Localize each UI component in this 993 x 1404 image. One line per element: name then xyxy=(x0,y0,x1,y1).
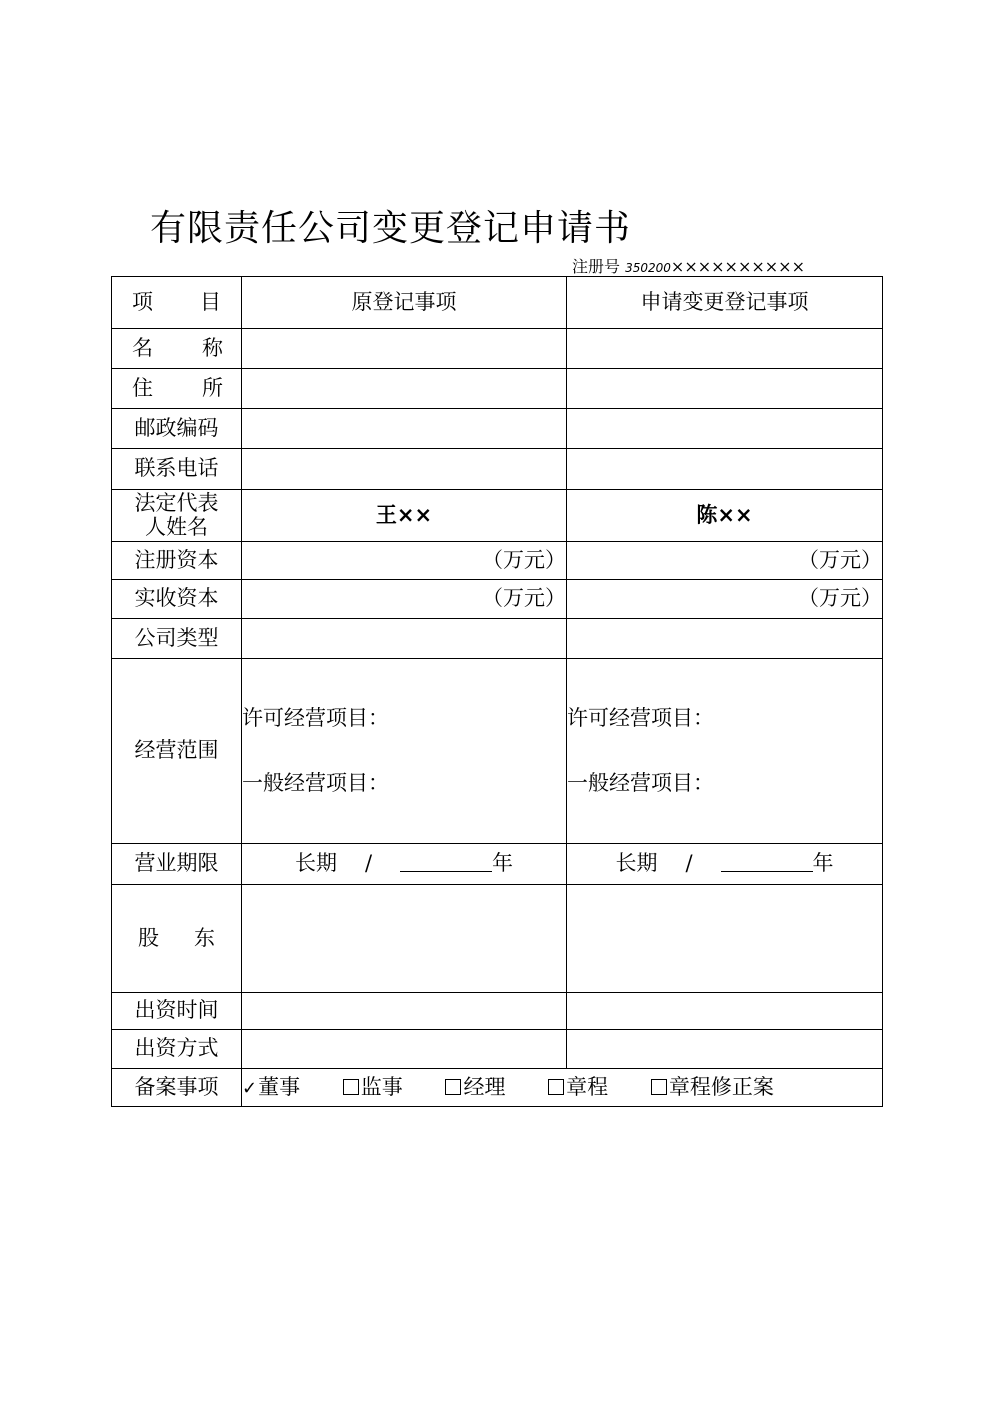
checkbox-icon xyxy=(651,1079,667,1095)
registration-mask: ×××××××××× xyxy=(670,257,805,276)
licensed-items-label: 许可经营项目： xyxy=(567,705,714,730)
term-years-blank[interactable] xyxy=(721,853,813,872)
address-change-field[interactable] xyxy=(567,369,883,409)
registration-number xyxy=(572,254,805,277)
postcode-change-field[interactable] xyxy=(567,409,883,449)
header-item: 项 目 xyxy=(112,277,242,329)
filing-option-directors[interactable]: ✓董事 xyxy=(242,1074,301,1099)
contrib-time-original-field[interactable] xyxy=(242,993,567,1030)
row-filing xyxy=(112,1069,883,1107)
row-term xyxy=(112,844,883,885)
term-change-field[interactable]: 长期 / 年 xyxy=(567,844,883,885)
page-title: 有限责任公司变更登记申请书 xyxy=(150,208,632,249)
contrib-time-change-field[interactable] xyxy=(567,993,883,1030)
row-name xyxy=(112,329,883,369)
row-legal-rep xyxy=(112,490,883,542)
row-postcode xyxy=(112,409,883,449)
label-company-type: 公司类型 xyxy=(112,619,242,659)
phone-change-field[interactable] xyxy=(567,449,883,490)
licensed-items-label: 许可经营项目： xyxy=(242,705,389,730)
address-original-field[interactable] xyxy=(242,369,567,409)
checkbox-icon xyxy=(445,1079,461,1095)
reg-capital-original-unit[interactable]: （万元） xyxy=(242,542,567,580)
reg-capital-change-unit[interactable]: （万元） xyxy=(567,542,883,580)
filing-option-articles[interactable]: 章程 xyxy=(548,1076,608,1099)
term-original-field[interactable]: 长期 / 年 xyxy=(242,844,567,885)
row-paid-capital xyxy=(112,580,883,619)
general-items-label: 一般经营项目： xyxy=(567,771,714,795)
term-years-blank[interactable] xyxy=(400,853,492,872)
label-scope: 经营范围 xyxy=(112,659,242,844)
label-term: 营业期限 xyxy=(112,844,242,885)
filing-option-manager[interactable]: 经理 xyxy=(445,1076,505,1099)
shareholders-original-field[interactable] xyxy=(242,885,567,993)
filing-options xyxy=(242,1069,883,1107)
paid-capital-change-unit[interactable]: （万元） xyxy=(567,580,883,619)
row-contrib-method xyxy=(112,1030,883,1069)
label-legal-rep: 法定代表 人姓名 xyxy=(112,490,242,542)
label-reg-capital: 注册资本 xyxy=(112,542,242,580)
company-type-change-field[interactable] xyxy=(567,619,883,659)
label-postcode: 邮政编码 xyxy=(112,409,242,449)
header-original: 原登记事项 xyxy=(242,277,567,329)
label-filing: 备案事项 xyxy=(112,1069,242,1107)
name-original-field[interactable] xyxy=(242,329,567,369)
company-type-original-field[interactable] xyxy=(242,619,567,659)
row-scope xyxy=(112,659,883,844)
legal-rep-original-value[interactable]: 王×× xyxy=(242,490,567,542)
header-row xyxy=(112,277,883,329)
checkbox-icon xyxy=(343,1079,359,1095)
row-reg-capital xyxy=(112,542,883,580)
contrib-method-change-field[interactable] xyxy=(567,1030,883,1069)
row-phone xyxy=(112,449,883,490)
row-address xyxy=(112,369,883,409)
application-form-table xyxy=(111,276,883,1107)
general-items-label: 一般经营项目： xyxy=(242,771,389,795)
label-phone: 联系电话 xyxy=(112,449,242,490)
checkbox-icon xyxy=(548,1079,564,1095)
phone-original-field[interactable] xyxy=(242,449,567,490)
header-change: 申请变更登记事项 xyxy=(567,277,883,329)
scope-change-field[interactable] xyxy=(567,659,883,844)
label-contrib-method: 出资方式 xyxy=(112,1030,242,1069)
registration-prefix: 350200 xyxy=(625,261,671,275)
label-paid-capital: 实收资本 xyxy=(112,580,242,619)
paid-capital-original-unit[interactable]: （万元） xyxy=(242,580,567,619)
contrib-method-original-field[interactable] xyxy=(242,1030,567,1069)
row-shareholders xyxy=(112,885,883,993)
filing-option-supervisors[interactable]: 监事 xyxy=(343,1076,403,1099)
label-contrib-time: 出资时间 xyxy=(112,993,242,1030)
label-shareholders: 股 东 xyxy=(112,885,242,993)
row-contrib-time xyxy=(112,993,883,1030)
registration-label: 注册号 xyxy=(572,257,621,276)
shareholders-change-field[interactable] xyxy=(567,885,883,993)
scope-original-field[interactable] xyxy=(242,659,567,844)
name-change-field[interactable] xyxy=(567,329,883,369)
legal-rep-change-value[interactable]: 陈×× xyxy=(567,490,883,542)
label-address: 住 所 xyxy=(112,369,242,409)
check-icon: ✓ xyxy=(242,1077,258,1099)
row-company-type xyxy=(112,619,883,659)
filing-option-amendment[interactable]: 章程修正案 xyxy=(651,1076,774,1099)
label-name: 名 称 xyxy=(112,329,242,369)
postcode-original-field[interactable] xyxy=(242,409,567,449)
